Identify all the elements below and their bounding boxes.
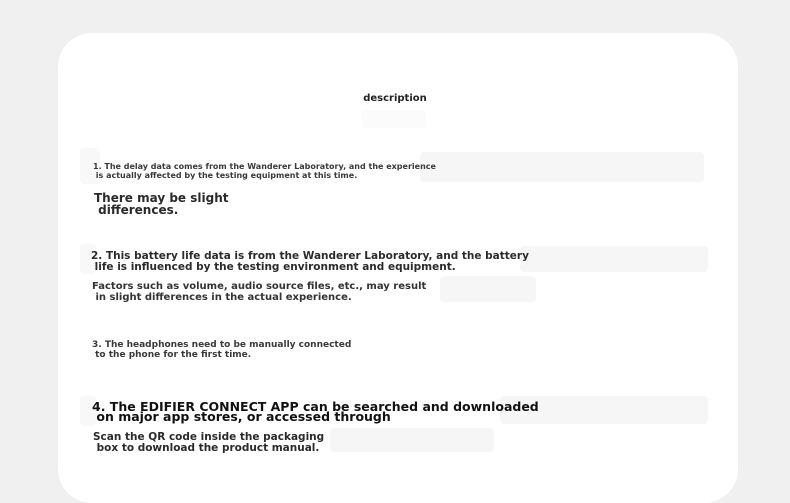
smear-2 bbox=[520, 246, 708, 272]
note-4-sub: Scan the QR code inside the packaging box to download the product manual. bbox=[93, 431, 325, 454]
note-3-main: 3. The headphones need to be manually connected to the phone for the first time. bbox=[92, 340, 352, 360]
note-2-sub: Factors such as volume, audio source files, etc., may result in slight differences in the actual experience. bbox=[92, 281, 427, 303]
note-4-main: 4. The EDIFIER CONNECT APP can be searched and downloaded on major app stores, or accessed through bbox=[92, 399, 539, 424]
note-1-main: 1. The delay data comes from the Wanderer Laboratory, and the experience is actually affected by the testing equipment at this time. bbox=[93, 162, 436, 180]
page-title: description bbox=[363, 93, 427, 104]
note-2-main: 2. This battery life data is from the Wanderer Laboratory, and the battery life is influenced by the testing environment and equipment. bbox=[91, 250, 529, 273]
title-shadow bbox=[362, 110, 426, 128]
note-1-sub: There may be slight differences. bbox=[94, 191, 229, 217]
smear-1 bbox=[420, 152, 704, 182]
smear-5 bbox=[330, 428, 494, 452]
smear-3 bbox=[440, 276, 536, 302]
